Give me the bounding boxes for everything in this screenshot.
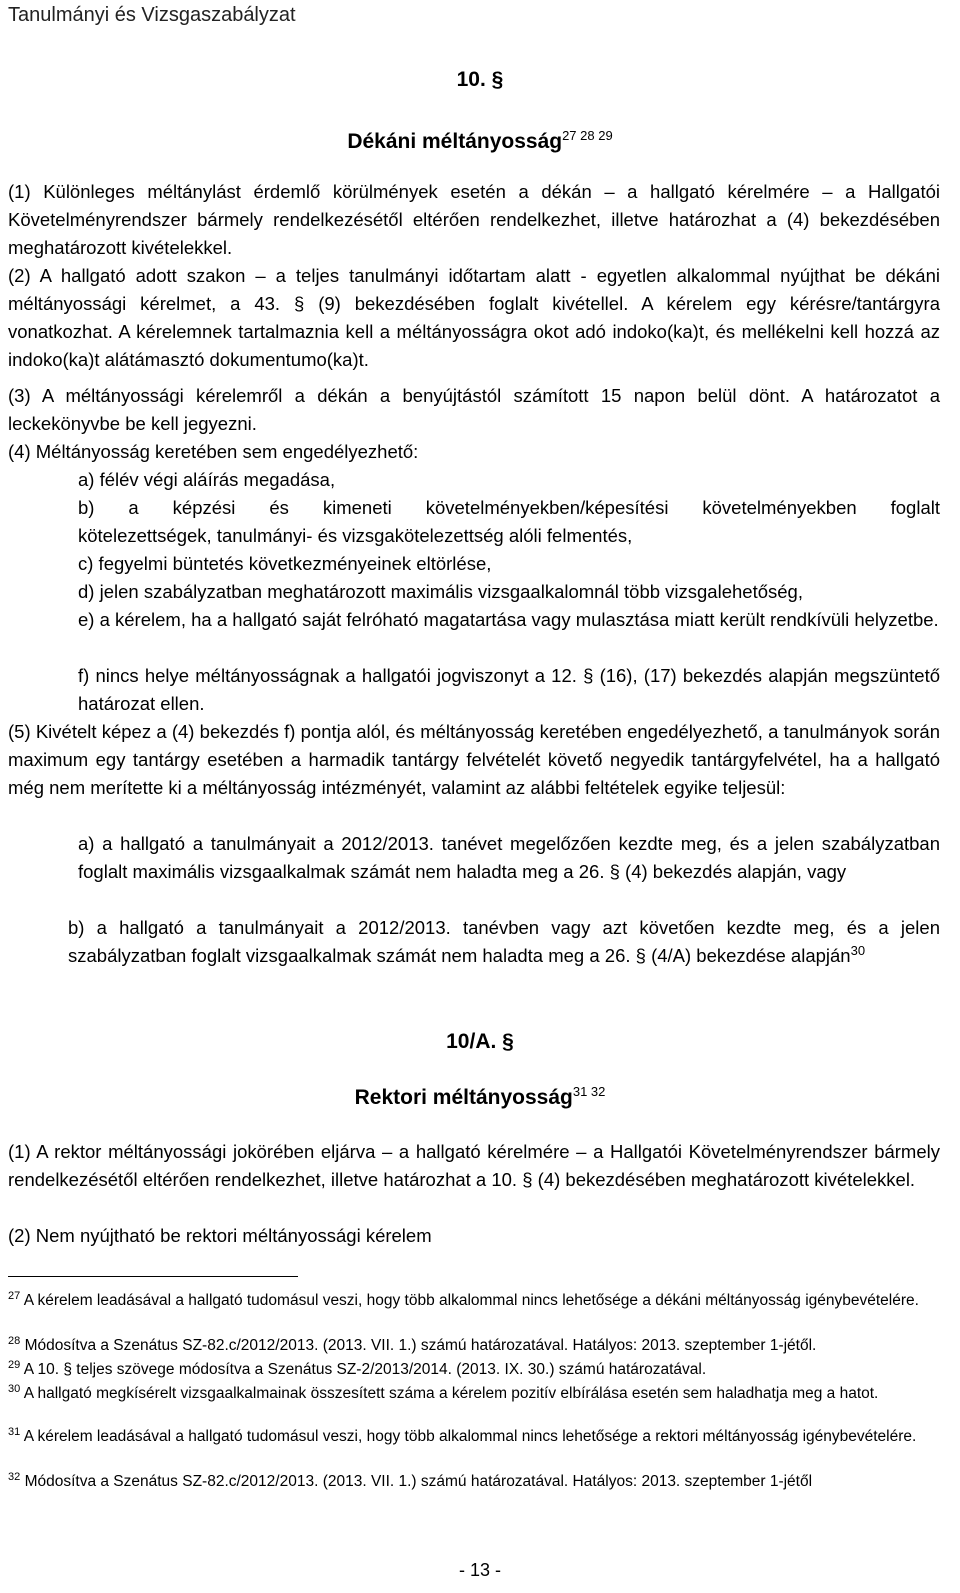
paragraph-10a-1: (1) A rektor méltányossági jokörében eljárva – a hallgató kérelmére – a Hallgatói Követelményrendszer bármely rendelkezésétől eltérően rendelkezhet, illetve határozhat a 10. § (4) bekezdésében meghatározott kivételekkel.	[8, 1141, 940, 1190]
section-sign-icon: §	[609, 861, 620, 882]
section-10-title: Dékáni méltányosság$^{27 28 29}$	[347, 128, 613, 153]
footnote-28: $^{28}$ Módosítva a Szenátus SZ-82.c/2012/2013. (2013. VII. 1.) számú határozatával. Hatályos: 2013. szeptember 1-jétől.	[8, 1334, 817, 1354]
section-10a-number: 10/A. §	[446, 1030, 514, 1053]
item-4c: c) fegyelmi büntetés következményeinek eltörlése,	[78, 553, 492, 574]
item-5b: b) a hallgató a tanulmányait a 2012/2013. tanévben vagy azt követően kezdte meg, és a jelen szabályzatban foglalt vizsgaalkalmak számát nem haladta meg a 26. § (4/A) bekezdése alapján$^{30}$	[68, 917, 940, 966]
paragraph-5: (5) Kivételt képez a (4) bekezdés f) pontja alól, és méltányosság keretében engedélyezhető, a tanulmányok során maximum egy tantárgy esetében a harmadik tantárgy felvételét követő negyedik tantárgyfelvétel, ha a hallgató még nem merítette ki a méltányosság intézményét, valamint az alábbi feltételek egyike teljesül:	[8, 721, 940, 798]
footnote-29: $^{29}$ A 10. § teljes szövege módosítva a Szenátus SZ-2/2013/2014. (2013. IX. 30.) számú határozatával.	[8, 1358, 707, 1378]
running-header: Tanulmányi és Vizsgaszabályzat	[8, 4, 296, 26]
section-sign-icon: §	[293, 293, 305, 314]
section-sign-icon: §	[522, 1169, 533, 1190]
footnote-31: $^{31}$ A kérelem leadásával a hallgató tudomásul veszi, hogy több alkalommal nincs lehetősége a rektori méltányosság igénybevételére.	[8, 1425, 917, 1445]
footnote-divider	[8, 1276, 298, 1277]
section-sign-icon: §	[635, 945, 646, 966]
section-10a-title: Rektori méltányosság$^{31 32}$	[354, 1084, 606, 1109]
footnote-27: $^{27}$ A kérelem leadásával a hallgató tudomásul veszi, hogy több alkalommal nincs lehetősége a dékáni méltányosság igénybevételére.	[8, 1289, 919, 1309]
paragraph-1: (1) Különleges méltánylást érdemlő körülmények esetén a dékán – a hallgató kérelmére – a Hallgatói Követelményrendszer bármely rendelkezésétől eltérően rendelkezhet, illetve határozhat a (4) bekezdésében meghatározott kivételekkel.	[8, 181, 940, 258]
item-4a: a) félév végi aláírás megadása,	[78, 469, 336, 490]
item-4d: d) jelen szabályzatban meghatározott maximális vizsgaalkalomnál több vizsgalehetőség,	[78, 581, 803, 602]
item-4e: e) a kérelem, ha a hallgató saját felróható magatartása vagy mulasztása miatt került rendkívüli helyzetbe.	[78, 609, 939, 630]
footnote-32: $^{32}$ Módosítva a Szenátus SZ-82.c/2012/2013. (2013. VII. 1.) számú határozatával. Hatályos: 2013. szeptember 1-jétől	[8, 1470, 813, 1490]
paragraph-3: (3) A méltányossági kérelemről a dékán a benyújtástól számított 15 napon belül dönt. A határozatot a leckekönyvbe be kell jegyezni.	[8, 385, 940, 434]
section-sign-icon: §	[583, 665, 594, 686]
item-4b-line2: kötelezettségek, tanulmányi- és vizsgakötelezettség alóli felmentés,	[78, 525, 633, 546]
page-number: - 13 -	[458, 1560, 501, 1580]
item-4f: f) nincs helye méltányosságnak a hallgatói jogviszonyt a 12. § (16), (17) bekezdés alapján megszüntető határozat ellen.	[78, 665, 941, 714]
footnote-ref-30: 30	[850, 942, 866, 958]
paragraph-2: (2) A hallgató adott szakon – a teljes tanulmányi időtartam alatt - egyetlen alkalommal nyújthat be dékáni méltányossági kérelmet, a 43. § (9) bekezdésében foglalt kivétellel. A kérelem egy kérésre/tantárgyra vonatkozhat. A kérelemnek tartalmaznia kell a méltányosságra okot adó indoko(ka)t, és mellékelni kell hozzá az indoko(ka)t alátámasztó dokumentumo(ka)t.	[8, 265, 941, 370]
paragraph-4: (4) Méltányosság keretében sem engedélyezhető:	[8, 441, 419, 462]
section-10-number: 10. §	[456, 68, 504, 91]
paragraph-10a-2: (2) Nem nyújtható be rektori méltányossági kérelem	[8, 1225, 432, 1246]
item-5a: a) a hallgató a tanulmányait a 2012/2013. tanévet megelőzően kezdte meg, és a jelen szabályzatban foglalt maximális vizsgaalkalmak számát nem haladta meg a 26. § (4) bekezdés alapján, vagy	[78, 833, 940, 882]
item-4b-line1: b) a képzési és kimeneti követelményekben/képesítési követelményekben foglalt	[78, 497, 940, 518]
section-sign-icon: §	[502, 1030, 514, 1053]
footnote-30: $^{30}$ A hallgató megkísérelt vizsgaalkalmainak összesített száma a kérelem pozitív elbírálása esetén sem haladhatja meg a hatot.	[8, 1382, 879, 1402]
section-sign-icon: §	[63, 1361, 72, 1378]
section-sign-icon: §	[491, 68, 504, 91]
title-footnote-refs: 31 32	[572, 1084, 606, 1099]
title-footnote-refs: 27 28 29	[562, 128, 613, 143]
